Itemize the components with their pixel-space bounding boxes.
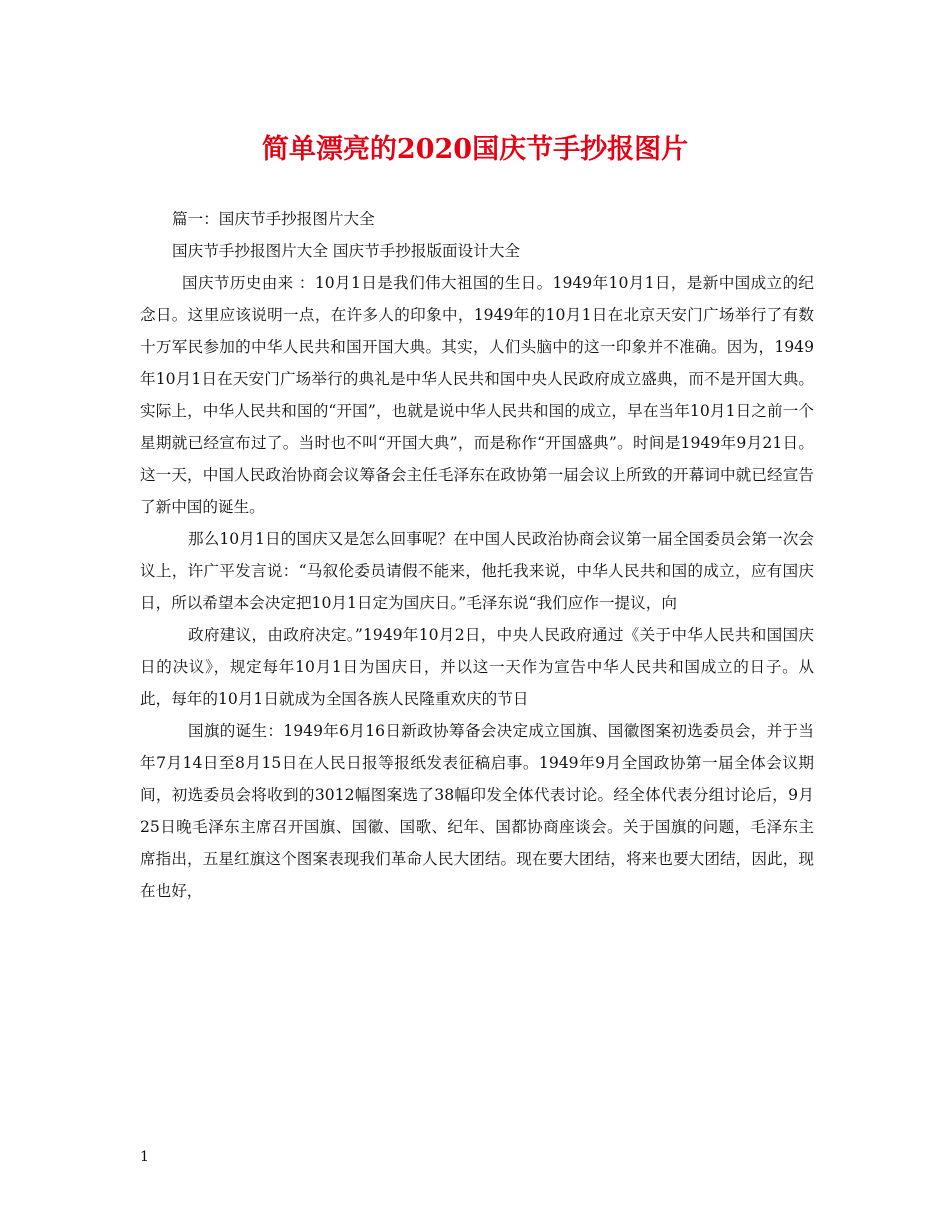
document-body bbox=[140, 203, 814, 907]
paragraph-national-flag: 国旗的诞生：1949年6月16日新政协筹备会决定成立国旗、国徽图案初选委员会，并于当年7月14日至8月15日在人民日报等报纸发表征稿启事。1949年9月全国政协第一届全体会议期间，初选委员会将收到的3012幅图案选了38幅印发全体代表讨论。经全体代表分组讨论后，9月25日晚毛泽东主席召开国旗、国徽、国歌、纪年、国都协商座谈会。关于国旗的问题，毛泽东主席指出，五星红旗这个图案表现我们革命人民大团结。现在要大团结，将来也要大团结，因此，现在也好， bbox=[140, 722, 814, 900]
document-title: 简单漂亮的2020国庆节手抄报图片 bbox=[261, 134, 689, 165]
paragraph-government-decision: 政府建议，由政府决定。”1949年10月2日，中央人民政府通过《关于中华人民共和国国庆日的决议》，规定每年10月1日为国庆日，并以这一天作为宣告中华人民共和国成立的日子。从此，每年的10月1日就成为全国各族人民隆重欢庆的节日 bbox=[140, 626, 814, 708]
subheading: 国庆节手抄报图片大全 国庆节手抄报版面设计大全 bbox=[172, 242, 521, 260]
page-number: 1 bbox=[140, 1149, 149, 1165]
paragraph-national-day: 那么10月1日的国庆又是怎么回事呢？在中国人民政治协商会议第一届全国委员会第一次会议上，许广平发言说：“马叙伦委员请假不能来，他托我来说，中华人民共和国的成立，应有国庆日，所以希望本会决定把10月1日定为国庆日。”毛泽东说“我们应作一提议，向 bbox=[140, 530, 814, 612]
section-heading: 篇一：国庆节手抄报图片大全 bbox=[172, 210, 375, 228]
paragraph-history: 国庆节历史由来 ：10月1日是我们伟大祖国的生日。1949年10月1日，是新中国成立的纪念日。这里应该说明一点，在许多人的印象中，1949年的10月1日在北京天安门广场举行了有数十万军民参加的中华人民共和国开国大典。其实，人们头脑中的这一印象并不准确。因为，1949年10月1日在天安门广场举行的典礼是中华人民共和国中央人民政府成立盛典，而不是开国大典。实际上，中华人民共和国的“开国”，也就是说中华人民共和国的成立，早在当年10月1日之前一个星期就已经宣布过了。当时也不叫“开国大典”，而是称作“开国盛典”。时间是1949年9月21日。这一天，中国人民政治协商会议筹备会主任毛泽东在政协第一届会议上所致的开幕词中就已经宣告了新中国的诞生。 bbox=[140, 274, 814, 516]
